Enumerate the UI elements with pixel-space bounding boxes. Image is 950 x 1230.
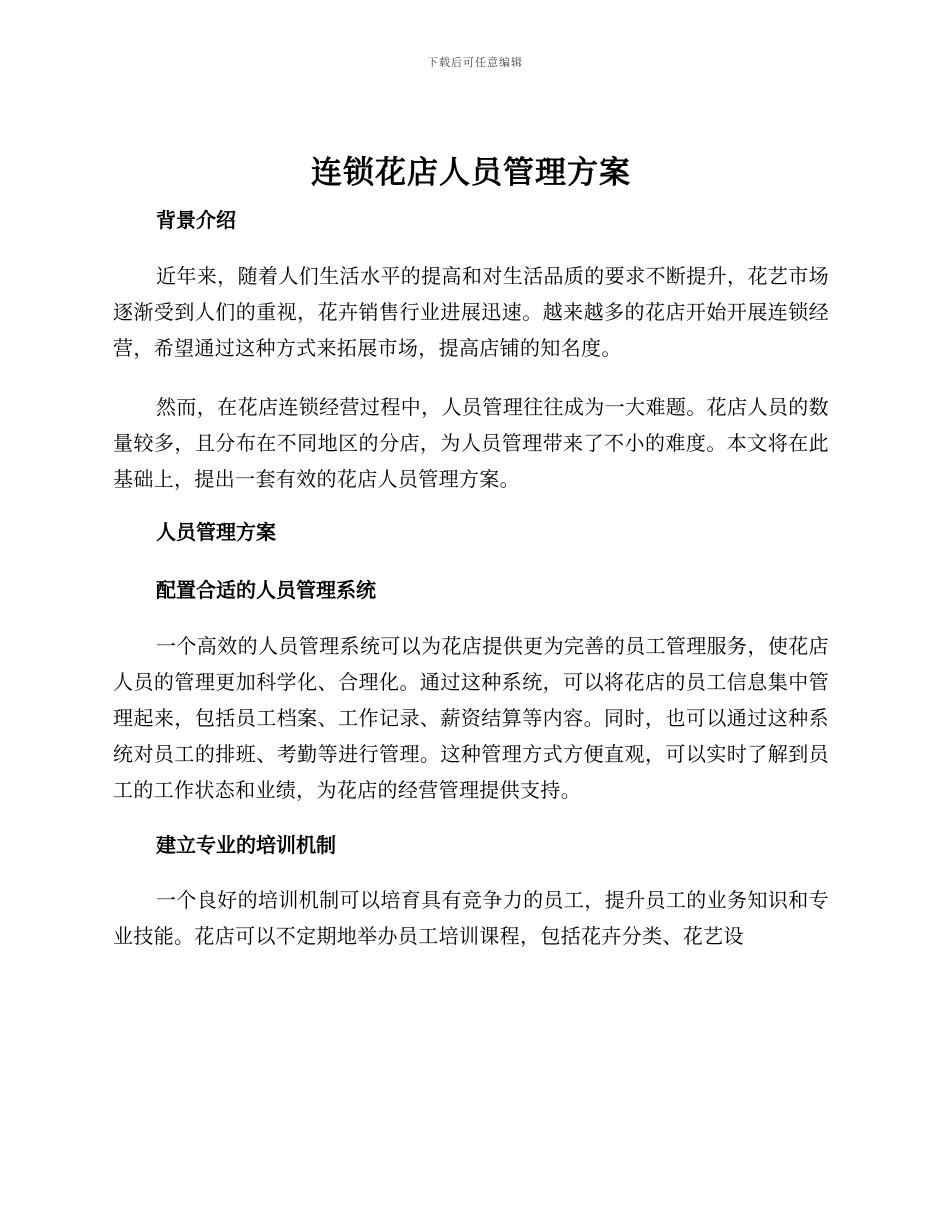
paragraph-management-system: 一个高效的人员管理系统可以为花店提供更为完善的员工管理服务，使花店人员的管理更加科学化、合理化。通过这种系统，可以将花店的员工信息集中管理起来，包括员工档案、工作记录、薪资结算等内容。同时，也可以通过这种系统对员工的排班、考勤等进行管理。这种管理方式方便直观，可以实时了解到员工的工作状态和业绩，为花店的经营管理提供支持。 xyxy=(113,634,829,802)
paragraph-background-1: 近年来，随着人们生活水平的提高和对生活品质的要求不断提升，花艺市场逐渐受到人们的重视，花卉销售行业进展迅速。越来越多的花店开始开展连锁经营，希望通过这种方式来拓展市场，提高店铺的知名度。 xyxy=(113,264,829,360)
document-title: 连锁花店人员管理方案 xyxy=(311,155,631,191)
section-heading-management-plan: 人员管理方案 xyxy=(156,520,276,544)
document-body xyxy=(113,150,829,954)
paragraph-background-2: 然而，在花店连锁经营过程中，人员管理往往成为一大难题。花店人员的数量较多，且分布在不同地区的分店，为人员管理带来了不小的难度。本文将在此基础上，提出一套有效的花店人员管理方案。 xyxy=(113,395,829,491)
page-header-note: 下载后可任意编辑 xyxy=(427,56,523,69)
section-heading-management-system: 配置合适的人员管理系统 xyxy=(156,578,376,602)
section-heading-background: 背景介绍 xyxy=(156,208,236,232)
section-heading-training: 建立专业的培训机制 xyxy=(156,833,336,857)
paragraph-training: 一个良好的培训机制可以培育具有竞争力的员工，提升员工的业务知识和专业技能。花店可以不定期地举办员工培训课程，包括花卉分类、花艺设 xyxy=(113,888,829,948)
